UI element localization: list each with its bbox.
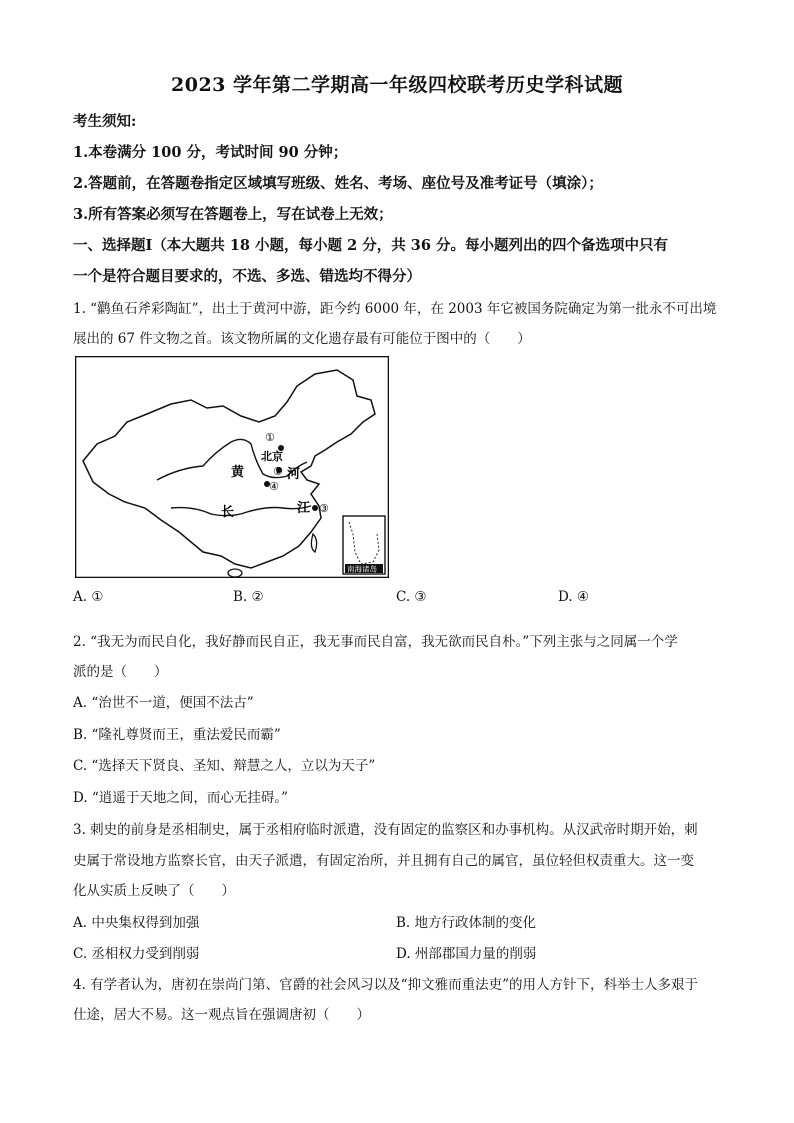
q3-option-a: A. 中央集权得到加强 — [73, 915, 200, 931]
notice-item: 1.本卷满分 100 分，考试时间 90 分钟； — [73, 144, 348, 161]
inset-caption: 南海诸岛 — [347, 564, 377, 574]
q3-option-d: D. 州部郡国力量的削弱 — [396, 946, 537, 962]
question-3-stem-cont: 史属于常设地方监察长官，由天子派遣，有固定治所，并且拥有自己的属官，虽位轻但权责重大。这一变 — [73, 853, 694, 869]
question-3-stem: 3. 刺史的前身是丞相制史，属于丞相府临时派遣，没有固定的监察区和办事机构。从汉武帝时期开始，刺 — [73, 822, 698, 838]
q1-option-b: B. ② — [233, 589, 264, 605]
question-1-stem-cont: 展出的 67 件文物之首。该文物所属的文化遗存最有可能位于图中的（ ） — [73, 331, 531, 347]
page-title: 2023 学年第二学期高一年级四校联考历史学科试题 — [171, 74, 623, 96]
q2-option-a: A. “治世不一道，便国不法古” — [73, 695, 254, 711]
map-label: ② — [273, 465, 283, 478]
q3-option-b: B. 地方行政体制的变化 — [396, 915, 537, 931]
map-label: 黄 — [231, 465, 245, 480]
question-2-stem-cont: 派的是（ ） — [73, 664, 168, 680]
question-3-stem-cont: 化从实质上反映了（ ） — [73, 883, 235, 899]
map-label: 北京 — [261, 450, 283, 463]
q1-option-d: D. ④ — [558, 589, 590, 605]
notice-heading: 考生须知: — [73, 113, 137, 130]
map-label: ① — [265, 431, 275, 444]
question-4-stem-cont: 仕途，居大不易。这一观点旨在强调唐初（ ） — [73, 1007, 370, 1023]
map-label: ④ — [269, 480, 279, 493]
site-marker — [312, 505, 318, 511]
question-1-stem: 1. “鹳鱼石斧彩陶缸”，出土于黄河中游，距今约 6000 年，在 2003 年它被国务院确定为第一批永不可出境 — [73, 301, 717, 317]
notice-item: 3.所有答案必须写在答题卷上，写在试卷上无效； — [73, 206, 393, 223]
q1-option-a: A. ① — [73, 589, 104, 605]
map-label: ③ — [319, 502, 329, 515]
q2-option-d: D. “逍遥于天地之间，而心无挂碍。” — [73, 790, 288, 806]
q3-option-c: C. 丞相权力受到削弱 — [73, 946, 200, 962]
map-label: 长 — [221, 505, 235, 520]
section-heading: 一、选择题Ⅰ（本大题共 18 小题，每小题 2 分，共 36 分。每小题列出的四个备选项中只有 — [73, 237, 669, 254]
notice-item: 2.答题前，在答题卷指定区域填写班级、姓名、考场、座位号及准考证号（填涂）； — [73, 175, 603, 192]
section-heading-cont: 一个是符合题目要求的，不选、多选、错选均不得分） — [73, 268, 421, 285]
map-label: 河 — [287, 467, 301, 482]
question-2-stem: 2. “我无为而民自化，我好静而民自正，我无事而民自富，我无欲而民自朴。”下列主张与之同属一个学 — [73, 634, 678, 650]
map-label: 江 — [297, 501, 311, 516]
china-map-figure — [75, 356, 389, 578]
q1-option-c: C. ③ — [396, 589, 427, 605]
q2-option-b: B. “隆礼尊贤而王，重法爱民而霸” — [73, 727, 281, 743]
q2-option-c: C. “选择天下贤良、圣知、辩慧之人，立以为天子” — [73, 758, 376, 774]
question-4-stem: 4. 有学者认为，唐初在崇尚门第、官爵的社会风习以及“抑文雅而重法吏”的用人方针下，科举士人多艰于 — [73, 977, 698, 993]
